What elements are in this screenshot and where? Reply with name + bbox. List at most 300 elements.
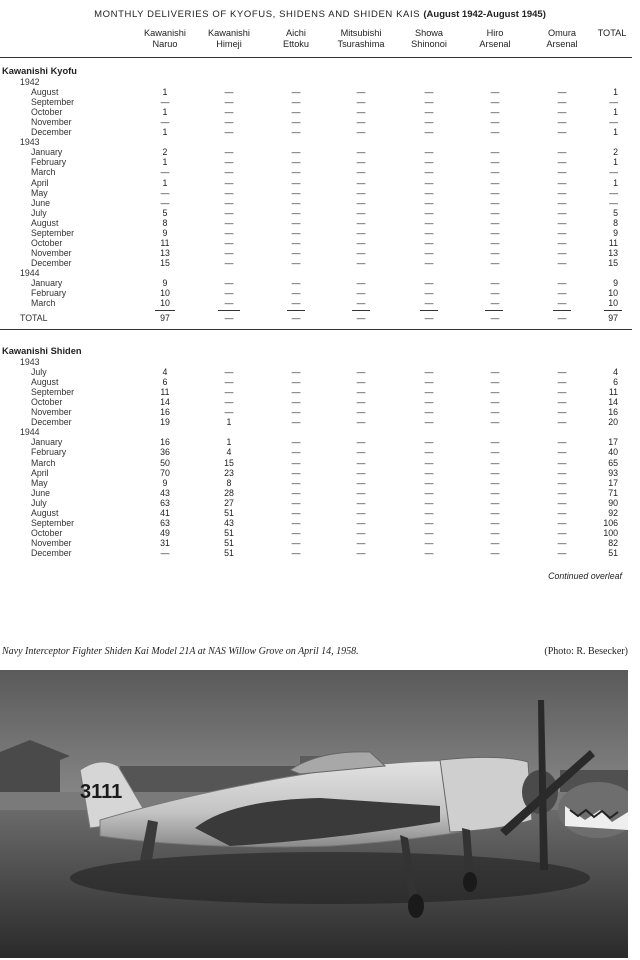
table-row <box>0 387 640 397</box>
month-label: December <box>31 547 72 558</box>
empty-cell: — <box>490 457 500 468</box>
total-value: 16 <box>608 407 618 418</box>
himeji-value: — <box>224 107 234 118</box>
empty-cell: — <box>490 177 500 188</box>
empty-cell: — <box>557 417 567 428</box>
naruo-value: — <box>160 547 170 558</box>
empty-cell: — <box>291 313 301 324</box>
himeji-value: — <box>224 197 234 208</box>
empty-cell: — <box>291 237 301 248</box>
naruo-value: 63 <box>160 517 170 528</box>
aircraft-photo <box>0 670 628 958</box>
month-label: March <box>31 167 56 178</box>
empty-cell: — <box>356 417 366 428</box>
himeji-value: 51 <box>224 507 234 518</box>
year-row <box>0 268 640 278</box>
empty-cell: — <box>557 117 567 128</box>
empty-cell: — <box>490 107 500 118</box>
tail-number: 3111 <box>80 781 123 803</box>
naruo-value: 70 <box>160 467 170 478</box>
empty-cell: — <box>557 257 567 268</box>
table-row <box>0 397 640 407</box>
empty-cell: — <box>424 117 434 128</box>
empty-cell: — <box>291 97 301 108</box>
column-header-line2: Tsurashima <box>337 38 385 49</box>
empty-cell: — <box>424 437 434 448</box>
month-label: March <box>31 298 56 309</box>
empty-cell: — <box>557 278 567 288</box>
table-row <box>0 97 640 107</box>
empty-cell: — <box>557 517 567 528</box>
empty-cell: — <box>356 127 366 138</box>
empty-cell: — <box>424 313 434 324</box>
empty-cell: — <box>291 407 301 418</box>
table-row <box>0 518 640 528</box>
month-label: September <box>31 227 75 238</box>
himeji-value: — <box>224 207 234 218</box>
table-row <box>0 548 640 558</box>
sum-underline <box>218 310 240 311</box>
table-row <box>0 147 640 157</box>
empty-cell: — <box>291 147 301 158</box>
empty-cell: — <box>356 497 366 508</box>
sum-underline <box>352 310 370 311</box>
table-row <box>0 298 640 308</box>
year-row <box>0 427 640 437</box>
naruo-value: 11 <box>160 237 170 248</box>
empty-cell: — <box>424 147 434 158</box>
column-header-line2: Arsenal <box>546 38 578 49</box>
empty-cell: — <box>424 107 434 118</box>
column-header-line1: Hiro <box>486 28 504 38</box>
table-row <box>0 218 640 228</box>
himeji-value: 27 <box>224 497 234 508</box>
year-label: 1944 <box>20 267 40 278</box>
empty-cell: — <box>356 487 366 498</box>
grand-total: 97 <box>608 313 618 324</box>
himeji-value: — <box>224 187 234 198</box>
empty-cell: — <box>424 167 434 178</box>
empty-cell: — <box>424 157 434 168</box>
empty-cell: — <box>356 157 366 168</box>
empty-cell: — <box>557 537 567 548</box>
empty-cell: — <box>490 187 500 198</box>
month-label: December <box>31 257 72 268</box>
column-header-line1: Mitsubishi <box>340 28 382 38</box>
total-value: 2 <box>613 147 618 158</box>
empty-cell: — <box>424 467 434 478</box>
month-label: January <box>31 147 63 158</box>
empty-cell: — <box>557 177 567 188</box>
empty-cell: — <box>490 167 500 178</box>
total-value: 11 <box>608 237 618 248</box>
himeji-value: — <box>224 298 234 309</box>
himeji-value: 51 <box>224 547 234 558</box>
month-label: February <box>31 288 67 299</box>
total-value: 15 <box>608 257 618 268</box>
empty-cell: — <box>490 407 500 418</box>
table-row <box>0 107 640 117</box>
empty-cell: — <box>291 127 301 138</box>
empty-cell: — <box>557 407 567 418</box>
empty-cell: — <box>557 437 567 448</box>
empty-cell: — <box>356 457 366 468</box>
empty-cell: — <box>356 97 366 108</box>
empty-cell: — <box>557 227 567 238</box>
total-value: 10 <box>608 288 618 299</box>
column-header-line1: Kawanishi <box>208 28 250 38</box>
empty-cell: — <box>356 87 366 98</box>
empty-cell: — <box>424 547 434 558</box>
empty-cell: — <box>424 387 434 398</box>
empty-cell: — <box>490 497 500 508</box>
empty-cell: — <box>356 397 366 408</box>
empty-cell: — <box>424 407 434 418</box>
empty-cell: — <box>557 547 567 558</box>
empty-cell: — <box>490 397 500 408</box>
himeji-value: — <box>224 377 234 388</box>
total-value: 14 <box>608 397 618 408</box>
empty-cell: — <box>557 313 567 324</box>
empty-cell: — <box>356 177 366 188</box>
empty-cell: — <box>424 447 434 458</box>
naruo-value: 49 <box>160 527 170 538</box>
table-row <box>0 437 640 447</box>
table-row <box>0 238 640 248</box>
month-label: July <box>31 367 47 378</box>
sum-underline <box>155 310 175 311</box>
empty-cell: — <box>291 197 301 208</box>
table-row <box>0 178 640 188</box>
total-value: 1 <box>613 177 618 188</box>
empty-cell: — <box>291 157 301 168</box>
naruo-value: 41 <box>160 507 170 518</box>
table-row <box>0 478 640 488</box>
total-row <box>0 313 640 323</box>
himeji-value: — <box>224 117 234 128</box>
naruo-value: 63 <box>160 497 170 508</box>
empty-cell: — <box>356 367 366 378</box>
empty-cell: — <box>490 447 500 458</box>
empty-cell: — <box>424 177 434 188</box>
empty-cell: — <box>291 298 301 309</box>
total-value: 20 <box>608 417 618 428</box>
column-header-line2: Ettoku <box>282 38 310 49</box>
month-label: July <box>31 207 47 218</box>
empty-cell: — <box>424 257 434 268</box>
total-value: 93 <box>608 467 618 478</box>
table-title <box>0 9 640 20</box>
total-label: TOTAL <box>20 313 48 324</box>
table-row <box>0 458 640 468</box>
empty-cell: — <box>291 207 301 218</box>
empty-cell: — <box>291 177 301 188</box>
table-row <box>0 157 640 167</box>
month-label: May <box>31 477 48 488</box>
column-header-line1: Showa <box>414 28 444 38</box>
empty-cell: — <box>424 288 434 299</box>
empty-cell: — <box>490 257 500 268</box>
empty-cell: — <box>291 367 301 378</box>
column-header-line2: Arsenal <box>479 38 511 49</box>
empty-cell: — <box>424 197 434 208</box>
month-label: November <box>31 407 72 418</box>
empty-cell: — <box>490 288 500 299</box>
naruo-value: 9 <box>162 477 168 488</box>
empty-cell: — <box>424 377 434 388</box>
section-rule <box>0 329 632 330</box>
empty-cell: — <box>424 397 434 408</box>
himeji-value: — <box>224 367 234 378</box>
empty-cell: — <box>356 257 366 268</box>
sum-underline <box>485 310 503 311</box>
empty-cell: — <box>424 527 434 538</box>
empty-cell: — <box>490 377 500 388</box>
empty-cell: — <box>557 97 567 108</box>
empty-cell: — <box>490 97 500 108</box>
naruo-value: 50 <box>160 457 170 468</box>
naruo-value: 1 <box>162 87 168 98</box>
empty-cell: — <box>424 497 434 508</box>
empty-cell: — <box>291 517 301 528</box>
naruo-value: 6 <box>162 377 168 388</box>
empty-cell: — <box>356 507 366 518</box>
naruo-value: 1 <box>162 107 168 118</box>
empty-cell: — <box>490 437 500 448</box>
empty-cell: — <box>557 127 567 138</box>
table-row <box>0 127 640 137</box>
total-value: 4 <box>613 367 618 378</box>
empty-cell: — <box>356 237 366 248</box>
empty-cell: — <box>424 97 434 108</box>
empty-cell: — <box>490 127 500 138</box>
empty-cell: — <box>557 288 567 299</box>
total-value: 6 <box>613 377 618 388</box>
total-value: 92 <box>608 507 618 518</box>
month-label: February <box>31 157 67 168</box>
year-row <box>0 137 640 147</box>
empty-cell: — <box>356 298 366 309</box>
himeji-value: — <box>224 167 234 178</box>
himeji-value: 15 <box>224 457 234 468</box>
column-header-line2: Naruo <box>152 38 178 49</box>
total-value: 11 <box>608 387 618 398</box>
empty-cell: — <box>291 537 301 548</box>
empty-cell: — <box>356 197 366 208</box>
himeji-value: — <box>224 217 234 228</box>
empty-cell: — <box>356 387 366 398</box>
empty-cell: — <box>291 167 301 178</box>
table-row <box>0 167 640 177</box>
month-label: January <box>31 278 63 288</box>
himeji-value: 1 <box>226 437 232 448</box>
table-row <box>0 258 640 268</box>
naruo-value: 31 <box>160 537 170 548</box>
empty-cell: — <box>490 477 500 488</box>
total-value: 40 <box>608 447 618 458</box>
naruo-total: 97 <box>160 313 170 324</box>
empty-cell: — <box>291 247 301 258</box>
total-value: 17 <box>608 477 618 488</box>
empty-cell: — <box>291 547 301 558</box>
himeji-value: — <box>224 237 234 248</box>
empty-cell: — <box>424 278 434 288</box>
empty-cell: — <box>291 387 301 398</box>
himeji-value: — <box>224 257 234 268</box>
table-row <box>0 117 640 127</box>
naruo-value: — <box>160 117 170 128</box>
total-value: 1 <box>613 127 618 138</box>
empty-cell: — <box>490 217 500 228</box>
table-row <box>0 367 640 377</box>
month-label: December <box>31 417 72 428</box>
naruo-value: 14 <box>160 397 170 408</box>
empty-cell: — <box>291 217 301 228</box>
himeji-total: — <box>224 313 234 324</box>
total-value: 106 <box>603 517 618 528</box>
empty-cell: — <box>557 167 567 178</box>
total-value: 65 <box>608 457 618 468</box>
table-row <box>0 468 640 478</box>
table-row <box>0 417 640 427</box>
total-value: 17 <box>608 437 618 448</box>
table-row <box>0 248 640 258</box>
month-label: September <box>31 97 75 108</box>
naruo-value: — <box>160 167 170 178</box>
month-label: March <box>31 457 56 468</box>
empty-cell: — <box>424 217 434 228</box>
empty-cell: — <box>424 517 434 528</box>
sum-underline <box>287 310 305 311</box>
empty-cell: — <box>557 507 567 518</box>
empty-cell: — <box>424 367 434 378</box>
empty-cell: — <box>356 147 366 158</box>
himeji-value: 28 <box>224 487 234 498</box>
naruo-value: — <box>160 197 170 208</box>
sum-underline <box>604 310 622 311</box>
naruo-value: 16 <box>160 407 170 418</box>
naruo-value: 5 <box>162 207 168 218</box>
naruo-value: 4 <box>162 367 168 378</box>
month-label: October <box>31 397 63 408</box>
total-value: 100 <box>603 527 618 538</box>
empty-cell: — <box>356 517 366 528</box>
empty-cell: — <box>490 227 500 238</box>
himeji-value: — <box>224 177 234 188</box>
naruo-value: 1 <box>162 177 168 188</box>
empty-cell: — <box>490 117 500 128</box>
empty-cell: — <box>356 537 366 548</box>
empty-cell: — <box>356 247 366 258</box>
empty-cell: — <box>291 397 301 408</box>
empty-cell: — <box>424 537 434 548</box>
table-row <box>0 407 640 417</box>
empty-cell: — <box>557 197 567 208</box>
naruo-value: 43 <box>160 487 170 498</box>
empty-cell: — <box>490 487 500 498</box>
table-row <box>0 278 640 288</box>
table-row <box>0 188 640 198</box>
month-label: August <box>31 507 59 518</box>
empty-cell: — <box>291 507 301 518</box>
table-row <box>0 228 640 238</box>
empty-cell: — <box>490 367 500 378</box>
empty-cell: — <box>490 507 500 518</box>
year-label: 1943 <box>20 137 40 148</box>
empty-cell: — <box>291 288 301 299</box>
month-label: August <box>31 87 59 98</box>
empty-cell: — <box>557 487 567 498</box>
empty-cell: — <box>557 377 567 388</box>
himeji-value: 8 <box>226 477 232 488</box>
month-label: July <box>31 497 47 508</box>
empty-cell: — <box>557 497 567 508</box>
table-row <box>0 498 640 508</box>
empty-cell: — <box>291 107 301 118</box>
empty-cell: — <box>490 298 500 309</box>
empty-cell: — <box>424 298 434 309</box>
total-value: 82 <box>608 537 618 548</box>
column-header <box>572 28 640 39</box>
empty-cell: — <box>557 527 567 538</box>
sum-underline <box>420 310 438 311</box>
month-label: September <box>31 517 75 528</box>
empty-cell: — <box>356 377 366 388</box>
table-row <box>0 488 640 498</box>
himeji-value: — <box>224 247 234 258</box>
empty-cell: — <box>356 547 366 558</box>
month-label: January <box>31 437 63 448</box>
empty-cell: — <box>490 417 500 428</box>
empty-cell: — <box>557 157 567 168</box>
photo-credit: (Photo: R. Besecker) <box>544 646 628 657</box>
total-value: — <box>609 187 618 198</box>
himeji-value: 51 <box>224 537 234 548</box>
empty-cell: — <box>424 247 434 258</box>
empty-cell: — <box>490 247 500 258</box>
empty-cell: — <box>490 237 500 248</box>
empty-cell: — <box>291 87 301 98</box>
continued-note: Continued overleaf <box>548 571 622 581</box>
total-value: 71 <box>608 487 618 498</box>
total-value: 51 <box>608 547 618 558</box>
empty-cell: — <box>557 87 567 98</box>
total-value: — <box>609 97 618 108</box>
table-row <box>0 288 640 298</box>
naruo-value: 9 <box>162 227 168 238</box>
empty-cell: — <box>424 187 434 198</box>
year-label: 1944 <box>20 427 40 438</box>
empty-cell: — <box>356 527 366 538</box>
empty-cell: — <box>557 477 567 488</box>
empty-cell: — <box>490 197 500 208</box>
empty-cell: — <box>557 467 567 478</box>
month-label: November <box>31 117 72 128</box>
total-value: 13 <box>608 247 618 258</box>
empty-cell: — <box>356 117 366 128</box>
empty-cell: — <box>557 217 567 228</box>
empty-cell: — <box>557 107 567 118</box>
himeji-value: 43 <box>224 517 234 528</box>
section-title: Kawanishi Shiden <box>2 346 82 356</box>
table-row <box>0 377 640 387</box>
empty-cell: — <box>356 477 366 488</box>
column-header-line2: Himeji <box>216 38 242 49</box>
total-value: 90 <box>608 497 618 508</box>
naruo-value: 2 <box>162 147 168 158</box>
month-label: December <box>31 127 72 138</box>
month-label: February <box>31 447 67 458</box>
